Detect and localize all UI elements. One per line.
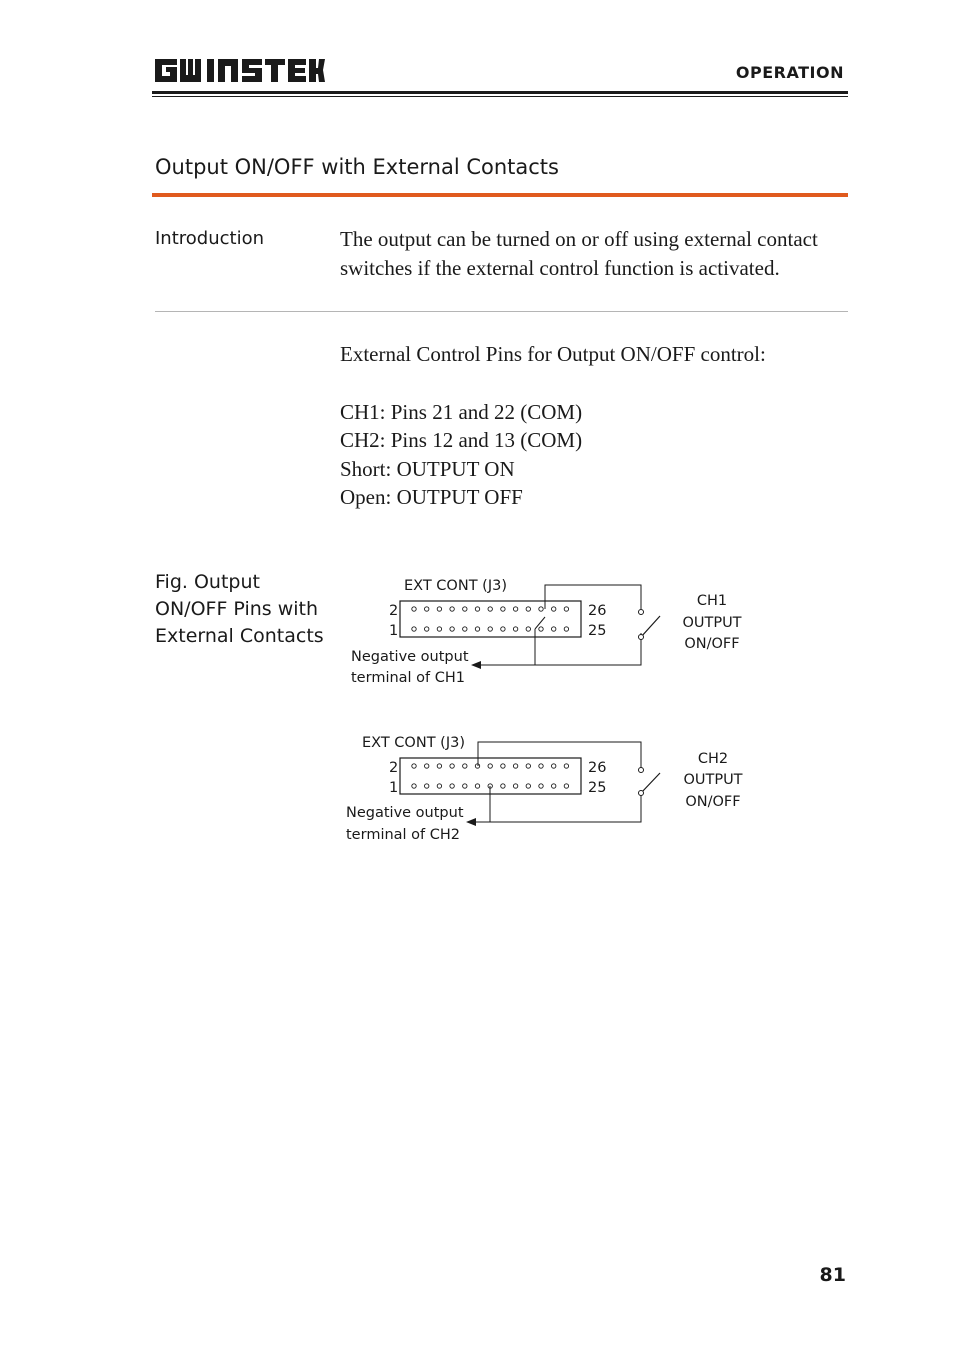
ch2-switch-label: CH2: [697, 751, 729, 767]
connector-pin: [564, 627, 568, 631]
open-line: Open: OUTPUT OFF: [340, 485, 523, 509]
connector-pin: [412, 784, 416, 788]
pin-label-2: 2: [389, 603, 399, 619]
connector-pin: [552, 784, 556, 788]
connector-pin: [425, 784, 429, 788]
connector-pin: [501, 627, 505, 631]
ch2-switch-label: OUTPUT: [683, 772, 743, 788]
page-title: Output ON/OFF with External Contacts: [155, 155, 559, 179]
page-number: 81: [819, 1264, 846, 1286]
connector-pin: [437, 784, 441, 788]
section-divider: [155, 311, 848, 312]
connector-pin: [526, 627, 530, 631]
ch2-pins-line: CH2: Pins 12 and 13 (COM): [340, 428, 583, 452]
ch1-switch-contact: [639, 610, 644, 615]
connector-pin: [501, 607, 505, 611]
connector-pin: [552, 607, 556, 611]
title-rule: [152, 193, 848, 197]
figure-caption-line: ON/OFF Pins with: [155, 598, 319, 620]
connector-pin: [463, 784, 467, 788]
connector-pin: [488, 627, 492, 631]
connector-pin: [425, 764, 429, 768]
ch1-negative-label: terminal of CH1: [351, 670, 466, 686]
ch1-switch-contact: [639, 635, 644, 640]
ch2-switch-label: ON/OFF: [685, 794, 741, 810]
connector-pin: [437, 764, 441, 768]
connector-pin: [564, 784, 568, 788]
connector-pin: [450, 627, 454, 631]
short-line: Short: OUTPUT ON: [340, 456, 515, 481]
ch1-arrow: [471, 661, 481, 669]
figure-caption-line: External Contacts: [155, 625, 324, 647]
connector-pin: [513, 627, 517, 631]
connector-pin: [501, 784, 505, 788]
connector-pin: [513, 784, 517, 788]
pin-label-26: 26: [588, 760, 607, 776]
connector-pin: [552, 764, 556, 768]
ch2-arrow: [466, 818, 476, 826]
pins-heading: External Control Pins for Output ON/OFF control:: [340, 342, 766, 366]
wiring-diagram: [330, 565, 780, 865]
connector-label: EXT CONT (J3): [404, 578, 507, 594]
ch1-switch-label: ON/OFF: [684, 636, 740, 652]
ch2-switch-contact: [639, 791, 644, 796]
ch1-pins-line: CH1: Pins 21 and 22 (COM): [340, 399, 583, 424]
connector-pin: [412, 607, 416, 611]
connector-pin: [501, 764, 505, 768]
connector-pin: [526, 764, 530, 768]
section-label: OPERATION: [735, 63, 844, 82]
connector-pin: [564, 764, 568, 768]
pin-label-2: 2: [389, 760, 399, 776]
connector-pin: [564, 607, 568, 611]
ch2-wire-bottom: [490, 786, 641, 822]
connector-pin: [412, 764, 416, 768]
details-block: [340, 340, 850, 512]
connector-pin: [463, 764, 467, 768]
pin-row-even: [412, 764, 569, 768]
ch2-switch-contact: [639, 768, 644, 773]
connector-pin: [526, 607, 530, 611]
pin-row-odd: [412, 627, 569, 631]
header-rule: [152, 91, 848, 94]
ch1-switch-label: CH1: [696, 593, 728, 609]
connector-pin: [475, 784, 479, 788]
introduction-label: Introduction: [155, 228, 265, 249]
ch2-diagram: [346, 735, 743, 843]
gw-instek-logo: [153, 55, 325, 85]
pin-label-1: 1: [389, 623, 399, 639]
connector-pin: [539, 627, 543, 631]
connector-pin: [488, 607, 492, 611]
connector-pin: [475, 627, 479, 631]
pin-label-26: 26: [588, 603, 607, 619]
connector-pin: [437, 607, 441, 611]
connector-pin: [412, 627, 416, 631]
connector-pin: [425, 607, 429, 611]
ch1-switch-label: OUTPUT: [682, 615, 742, 631]
connector-pin: [539, 764, 543, 768]
pin-label-25: 25: [588, 623, 607, 639]
connector-pin: [488, 764, 492, 768]
connector-pin: [463, 607, 467, 611]
connector-pin: [463, 627, 467, 631]
connector-pin: [526, 784, 530, 788]
ch1-negative-label: Negative output: [351, 649, 469, 665]
connector-pin: [450, 607, 454, 611]
ch1-switch-lever: [641, 616, 660, 637]
header-rule-thin: [152, 96, 848, 97]
connector-pin: [437, 627, 441, 631]
connector-label: EXT CONT (J3): [362, 735, 465, 751]
connector-pin: [475, 607, 479, 611]
introduction-text: The output can be turned on or off using external contact switches if the external control function is activated.: [340, 227, 818, 280]
connector-pin: [513, 764, 517, 768]
connector-pin: [539, 607, 543, 611]
connector-pin: [552, 627, 556, 631]
connector-pin: [450, 784, 454, 788]
ch1-diagram: [351, 578, 742, 686]
pin-label-25: 25: [588, 780, 607, 796]
ch2-negative-label: Negative output: [346, 805, 464, 821]
figure-caption-line: Fig. Output: [155, 571, 260, 593]
figure-caption: [155, 569, 324, 650]
connector-pin: [450, 764, 454, 768]
connector-pin: [425, 627, 429, 631]
connector-pin: [513, 607, 517, 611]
pin-label-1: 1: [389, 780, 399, 796]
ch2-switch-lever: [641, 773, 660, 793]
connector-pin: [539, 784, 543, 788]
ch2-negative-label: terminal of CH2: [346, 827, 461, 843]
